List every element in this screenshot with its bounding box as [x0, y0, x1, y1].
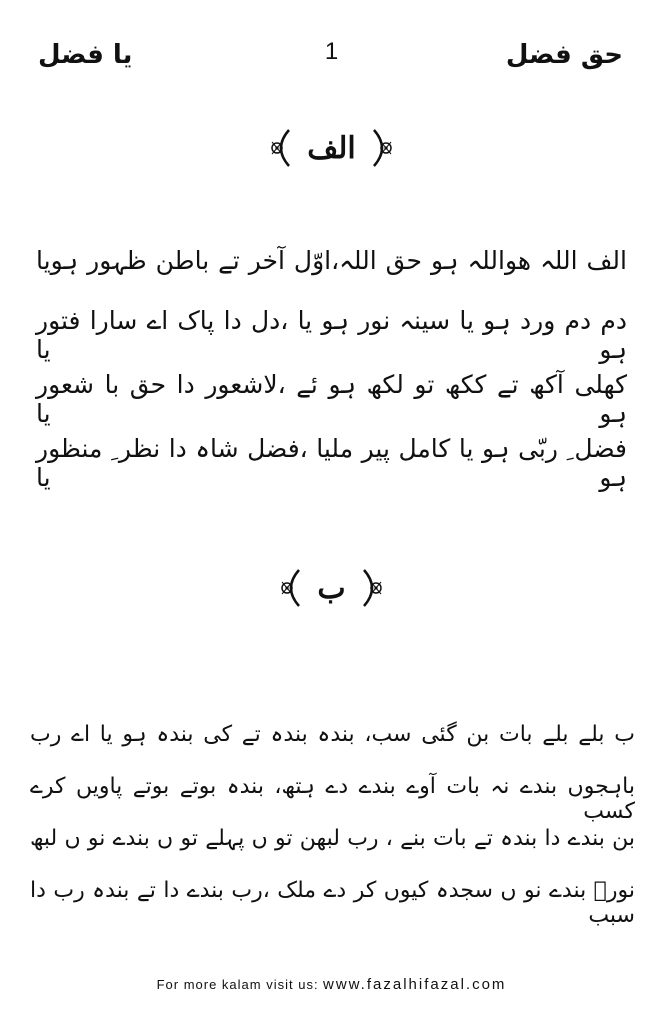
verse-line: بن بندے دا بندہ تے بات بنے ، رب لبھن تو ں پہلے تو ں بندے نو ں لبھ: [30, 826, 635, 851]
footer: [0, 976, 663, 994]
verse-line: باہجوں بندے نہ بات آوے بندے دے ہتھ، بندہ بوتے بوتے پاویں کرے کسب: [30, 774, 635, 824]
section-title-text: الف: [307, 130, 356, 166]
ornament-left-icon: [267, 128, 297, 168]
ornament-left-icon: [277, 568, 307, 608]
page-number: 1: [324, 38, 339, 65]
verse-line: نورؔ بندے نو ں سجدہ کیوں کر دے ملک ،رب بندے دا تے بندہ رب دا سبب: [30, 878, 635, 928]
section-title-bay: [0, 568, 663, 608]
header-left-title: یا فضل: [38, 40, 133, 70]
ornament-right-icon: [356, 568, 386, 608]
verse-line: دم دم ورد ہو یا سینہ نور ہو یا ،دل دا پاک اے سارا فتور ہو یا: [36, 306, 627, 364]
footer-url[interactable]: www.fazalhifazal.com: [323, 976, 507, 993]
ornament-right-icon: [366, 128, 396, 168]
verse-line: کھلی آکھ تے ککھ تو لکھ ہو ئے ،لاشعور دا حق با شعور ہو یا: [36, 370, 627, 428]
verse-line: الف اللہ ھواللہ ہو حق اللہ،اوّل آخر تے باطن ظہور ہویا: [36, 246, 627, 275]
footer-prefix: For more kalam visit us:: [156, 977, 319, 992]
verse-line: ب بلے بلے بات بن گئی سب، بندہ بندہ تے کی بندہ ہو یا اے رب: [30, 722, 635, 747]
header-right-title: حق فضل: [505, 40, 623, 70]
section-title-text: ب: [317, 570, 346, 606]
verse-line: فضل ِ ربّی ہو یا کامل پیر ملیا ،فضل شاہ دا نظر ِ منظور ہو یا: [36, 434, 627, 492]
section-title-alif: [0, 128, 663, 168]
